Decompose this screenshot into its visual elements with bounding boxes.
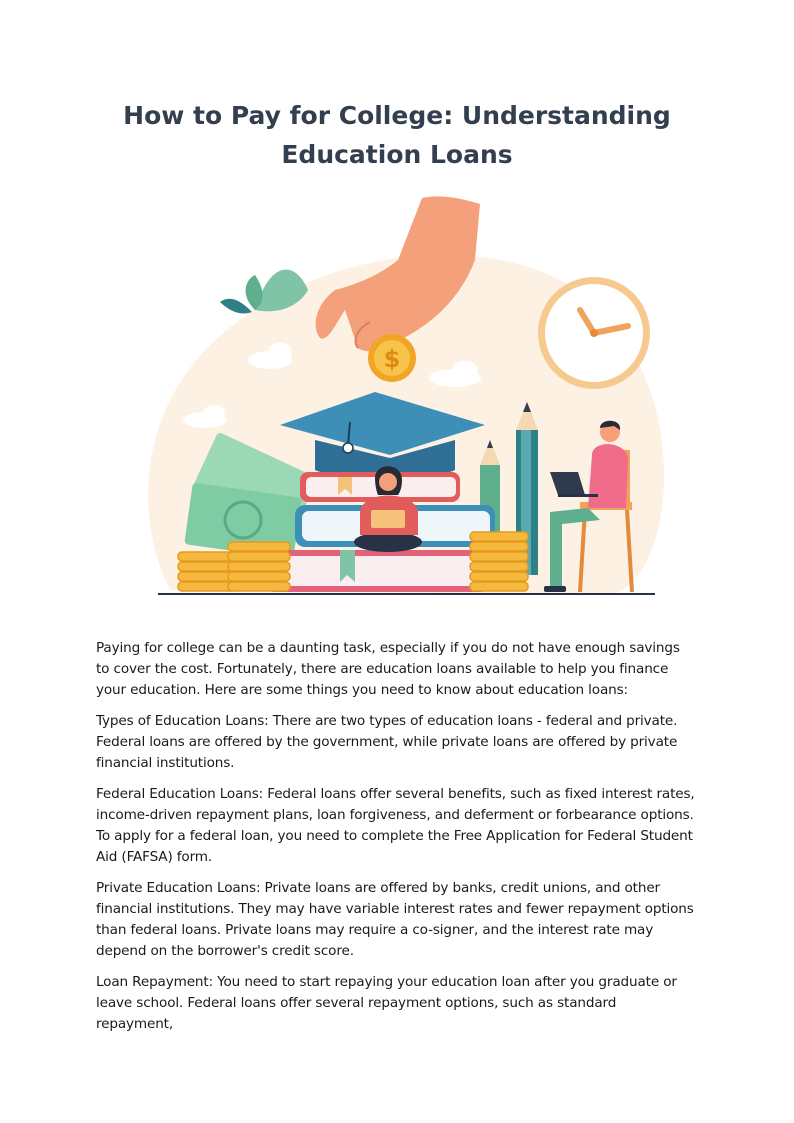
paragraph-repayment: Loan Repayment: You need to start repaying your education loan after you graduate or leave school. Federal loans offer several repayment options, such as standard repayment, bbox=[96, 974, 677, 1032]
svg-text:$: $ bbox=[383, 345, 401, 373]
paragraph-private: Private Education Loans: Private loans are offered by banks, credit unions, and other financial institutions. They may have variable interest rates and fewer repayment options than federal loans. Private loans may require a co-signer, and the interest rate may depend on the borrower's credit score. bbox=[96, 880, 694, 959]
paragraph-types: Types of Education Loans: There are two types of education loans - federal and private. Federal loans are offered by the government, while private loans are offered by private financial institutions. bbox=[96, 713, 678, 771]
paragraph-intro: Paying for college can be a daunting task, especially if you do not have enough savings to cover the cost. Fortunately, there are education loans available to help you finance your education. Here are some things you need to know about education loans: bbox=[96, 640, 680, 698]
coin-icon bbox=[368, 334, 416, 382]
education-loans-illustration bbox=[130, 190, 670, 605]
paragraph-federal: Federal Education Loans: Federal loans offer several benefits, such as fixed interest rates, income-driven repayment plans, loan forgiveness, and deferment or forbearance options. To apply for a federal loan, you need to complete the Free Application for Federal Student Aid (FAFSA) form. bbox=[96, 786, 695, 865]
article-body bbox=[96, 638, 696, 1045]
page-title: How to Pay for College: Understanding Education Loans bbox=[123, 101, 671, 169]
clock-icon bbox=[538, 277, 650, 389]
